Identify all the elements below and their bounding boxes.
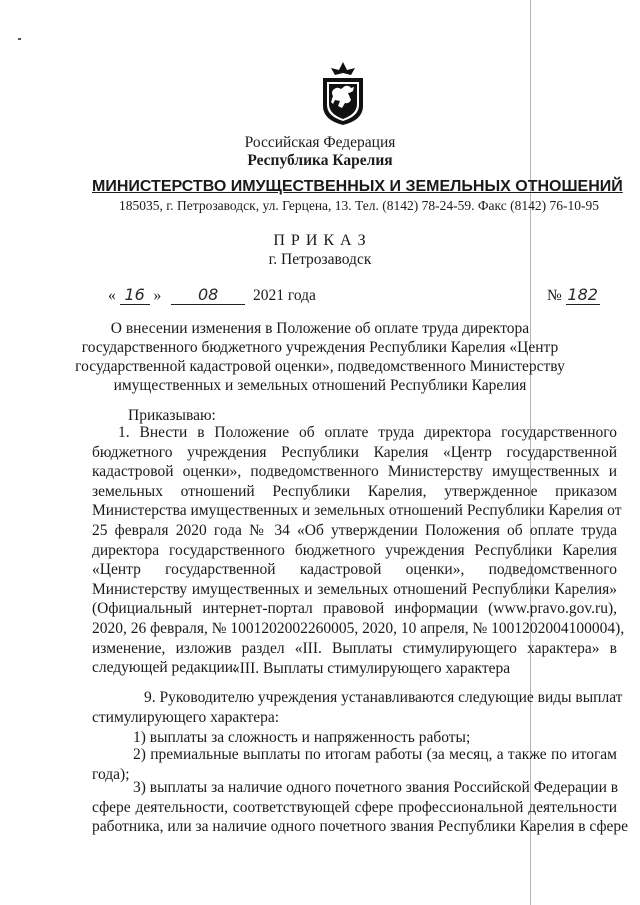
paragraph-line: 3) выплаты за наличие одного почетного звания Российской Федерации в: [133, 779, 619, 796]
date-year: 2021 года: [253, 287, 316, 304]
paragraph-line: сфере деятельности, соответствующей сфере профессиональной деятельности: [92, 798, 617, 816]
republic-label: Республика Карелия: [247, 152, 393, 169]
order-city: г. Петрозаводск: [268, 251, 372, 268]
paragraph-line: года);: [92, 765, 130, 783]
date-month: 08: [171, 285, 245, 305]
ministry-address: 185035, г. Петрозаводск, ул. Герцена, 13. Тел. (8142) 78-24-59. Факс (8142) 76-10-95: [119, 198, 599, 213]
order-word: Приказываю:: [128, 407, 216, 424]
paragraph-line: 9. Руководителю учреждения устанавливаются следующие виды выплат: [144, 689, 623, 706]
paragraph-line: работника, или за наличие одного почетного звания Республики Карелия в сфере: [92, 818, 629, 836]
number-label: №: [547, 287, 562, 304]
paragraph-line: (Официальный интернет-портал правовой информации (www.pravo.gov.ru),: [92, 600, 617, 618]
section-heading: «III. Выплаты стимулирующего характера: [232, 660, 511, 677]
scan-speck: [18, 38, 21, 40]
paragraph-line: земельных отношений Республики Карелия, утвержденное приказом: [92, 482, 617, 500]
paragraph-line: кадастровой оценки», подведомственного Министерству имущественных и: [92, 463, 617, 481]
paragraph-line: 1. Внести в Положение об оплате труда директора государственного: [118, 424, 617, 441]
karelia-coat-of-arms-icon: [320, 60, 366, 126]
paragraph-9: [92, 688, 623, 727]
paragraph-line: изменение, изложив раздел «III. Выплаты стимулирующего характера» в: [92, 639, 617, 657]
subject-line: О внесении изменения в Положение об оплате труда директора: [110, 320, 530, 337]
federation-label: Российская Федерация: [244, 134, 396, 151]
subject-line: государственной кадастровой оценки», подведомственного Министерству: [75, 358, 565, 375]
paragraph-line: 2) премиальные выплаты по итогам работы (за месяц, а также по итогам: [133, 746, 617, 763]
order-number: [547, 285, 600, 305]
date-open-quote: «: [108, 287, 116, 304]
list-item-3: [92, 778, 629, 837]
date-close-quote: »: [153, 287, 162, 304]
paragraph-1: [92, 423, 625, 678]
paragraph-line: «Центр государственной кадастровой оценки», подведомственного: [92, 561, 617, 579]
paragraph-line: 2020, 26 февраля, № 1001202002260005, 2020, 10 апреля, № 1001202004100004),: [92, 619, 625, 637]
order-date: [108, 285, 316, 305]
list-item-1: 1) выплаты за сложность и напряженность работы;: [133, 729, 471, 746]
subject-line: государственного бюджетного учреждения Республики Карелия «Центр: [81, 339, 559, 356]
paragraph-line: 25 февраля 2020 года № 34 «Об утверждении Положения об оплате труда: [92, 521, 617, 539]
number-value: 182: [567, 285, 598, 304]
ministry-name: МИНИСТЕРСТВО ИМУЩЕСТВЕННЫХ И ЗЕМЕЛЬНЫХ ОТНОШЕНИЙ: [92, 178, 623, 195]
date-day: 16: [120, 285, 150, 305]
order-title: П Р И К А З: [273, 232, 367, 249]
paragraph-line: следующей редакции:: [92, 659, 238, 677]
paragraph-line: стимулирующего характера:: [92, 708, 280, 726]
subject-line: имущественных и земельных отношений Республики Карелия: [113, 377, 527, 394]
paragraph-line: Министерству имущественных и земельных отношений Республики Карелия»: [92, 580, 617, 598]
paragraph-line: бюджетного учреждения Республики Карелия «Центр государственной: [92, 443, 617, 461]
paragraph-line: директора государственного бюджетного учреждения Республики Карелия: [92, 541, 617, 559]
paragraph-line: Министерства имущественных и земельных отношений Республики Карелия от: [92, 502, 622, 520]
